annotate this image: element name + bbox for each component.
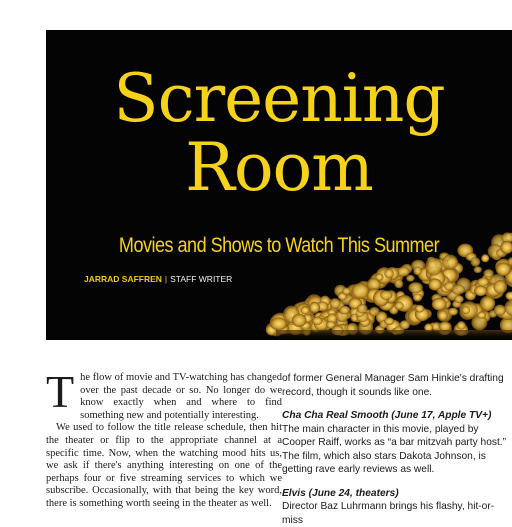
drop-cap: T: [46, 374, 74, 410]
section-date: (June 17, Apple TV+): [391, 410, 491, 421]
section-title: Elvis: [282, 488, 306, 499]
paragraph: he flow of movie and TV-watching has changed over the past decade or so. No longer do we know exactly when and where to find something new and potentially interesting.: [46, 372, 282, 422]
hero-banner: [46, 30, 512, 340]
title-line-2: Room: [46, 135, 512, 201]
section-title: Cha Cha Real Smooth: [282, 410, 388, 421]
author-name: JARRAD SAFFREN: [84, 274, 162, 284]
byline-separator: |: [165, 274, 167, 284]
article-column-right: [282, 372, 510, 527]
byline: [84, 274, 232, 284]
article-column-left: [46, 372, 282, 511]
paragraph: of former General Manager Sam Hinkie's drafting record, though it sounds like one.: [282, 372, 510, 399]
paragraph: Director Baz Luhrmann brings his flashy, hit-or-miss: [282, 500, 510, 527]
section-heading: [282, 409, 510, 423]
section-heading: [282, 487, 510, 501]
subtitle: Movies and Shows to Watch This Summer: [79, 234, 480, 258]
paragraph: We used to follow the title release schedule, then hit the theater or flip to the appropriate channel at a specific time. Now, when the watching mood hits us, we ask if there's anything interesting on one of the perhaps four or five streaming services to which we subscribe. Occasionally, with that being the key word, there is something worth seeing in the theater as well.: [46, 422, 282, 510]
author-role: STAFF WRITER: [170, 274, 232, 284]
paragraph: The main character in this movie, played by Cooper Raiff, works as “a bar mitzvah party host.” The film, which also stars Dakota Johnson, is getting rave early reviews as well.: [282, 423, 510, 477]
section-date: (June 24, theaters): [309, 488, 399, 499]
title-line-1: Screening: [46, 66, 512, 132]
